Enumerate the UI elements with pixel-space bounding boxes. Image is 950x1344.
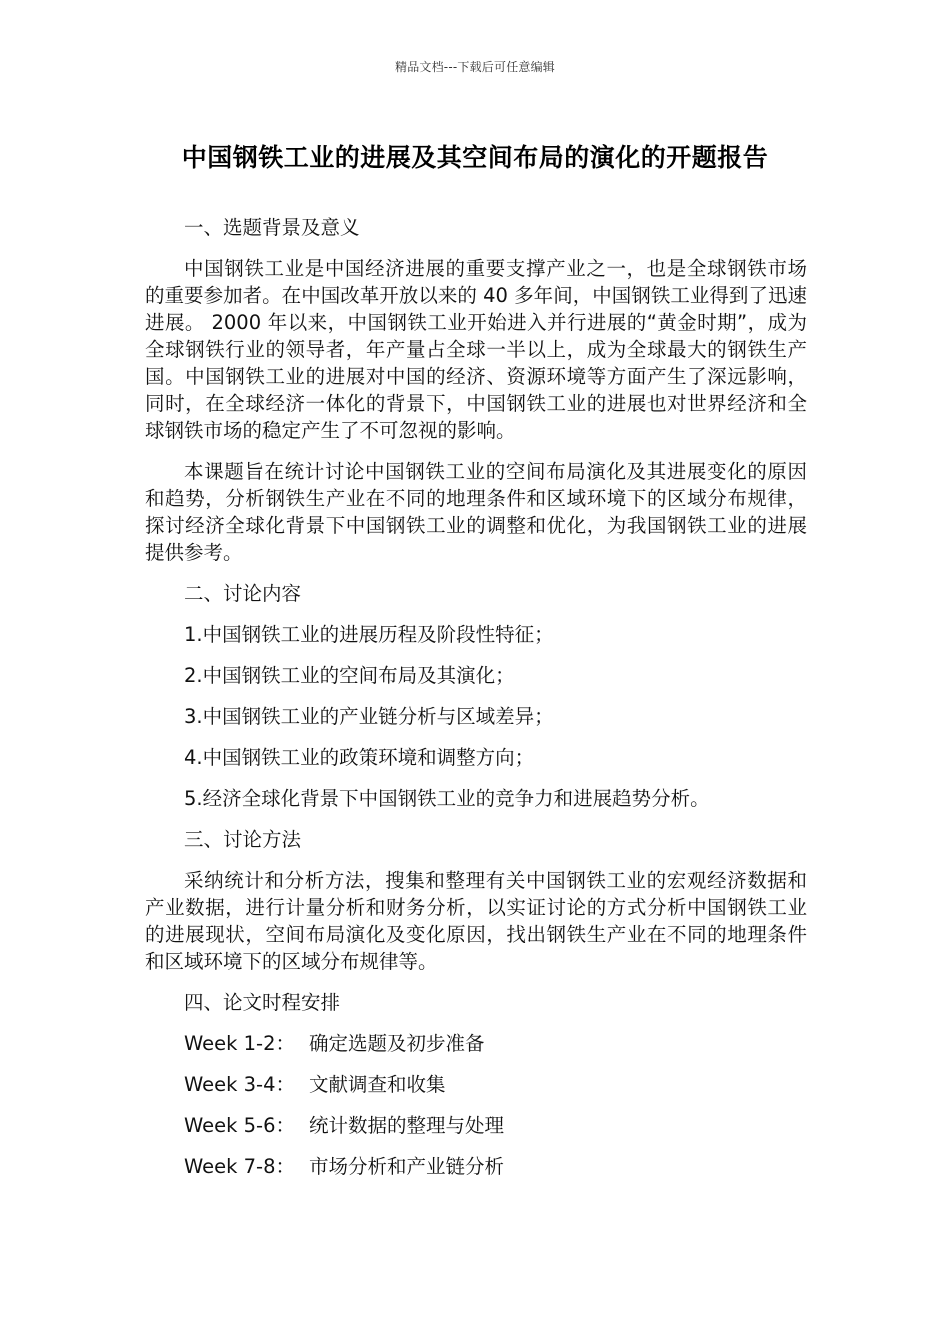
list-item: 1.中国钢铁工业的进展历程及阶段性特征； xyxy=(184,623,554,646)
schedule-row xyxy=(145,1030,807,1057)
list-item: 5.经济全球化背景下中国钢铁工业的竞争力和进展趋势分析。 xyxy=(184,787,710,810)
list-item: 2.中国钢铁工业的空间布局及其演化； xyxy=(184,664,515,687)
schedule-row xyxy=(145,1071,807,1098)
document-body xyxy=(145,214,807,1180)
paragraph-background-1: 中国钢铁工业是中国经济进展的重要支撑产业之一，也是全球钢铁市场的重要参加者。在中国改革开放以来的 40 多年间，中国钢铁工业得到了迅速进展。 2000 年以来，中国钢铁工业开始进入并行进展的“黄金时期”，成为全球钢铁行业的领导者，年产量占全球一半以上，成为全球最大的钢铁生产国。中国钢铁工业的进展对中国的经济、资源环境等方面产生了深远影响，同时，在全球经济一体化的背景下，中国钢铁工业的进展也对世界经济和全球钢铁市场的稳定产生了不可忽视的影响。 xyxy=(145,257,807,442)
schedule-task: 文献调查和收集 xyxy=(309,1073,446,1096)
schedule-task: 统计数据的整理与处理 xyxy=(309,1114,505,1137)
section-heading-schedule: 四、论文时程安排 xyxy=(184,991,341,1014)
section-heading-content: 二、讨论内容 xyxy=(184,582,302,605)
header-watermark: 精品文档---下载后可任意编辑 xyxy=(395,60,555,74)
schedule-task: 市场分析和产业链分析 xyxy=(309,1155,505,1178)
schedule-week: Week 7-8： xyxy=(184,1155,295,1178)
section-heading-methods: 三、讨论方法 xyxy=(184,828,302,851)
list-item: 3.中国钢铁工业的产业链分析与区域差异； xyxy=(184,705,554,728)
schedule-week: Week 1-2： xyxy=(184,1032,295,1055)
paragraph-background-2: 本课题旨在统计讨论中国钢铁工业的空间布局演化及其进展变化的原因和趋势，分析钢铁生产业在不同的地理条件和区域环境下的区域分布规律，探讨经济全球化背景下中国钢铁工业的调整和优化，为我国钢铁工业的进展提供参考。 xyxy=(145,460,807,564)
document-title: 中国钢铁工业的进展及其空间布局的演化的开题报告 xyxy=(181,143,769,172)
schedule-week: Week 3-4： xyxy=(184,1073,295,1096)
list-item: 4.中国钢铁工业的政策环境和调整方向； xyxy=(184,746,535,769)
schedule-task: 确定选题及初步准备 xyxy=(309,1032,485,1055)
schedule-row xyxy=(145,1153,807,1180)
section-heading-background: 一、选题背景及意义 xyxy=(184,216,360,239)
paragraph-methods: 采纳统计和分析方法，搜集和整理有关中国钢铁工业的宏观经济数据和产业数据，进行计量分析和财务分析，以实证讨论的方式分析中国钢铁工业的进展现状，空间布局演化及变化原因，找出钢铁生产业在不同的地理条件和区域环境下的区域分布规律等。 xyxy=(145,869,807,973)
schedule-row xyxy=(145,1112,807,1139)
schedule-week: Week 5-6： xyxy=(184,1114,295,1137)
